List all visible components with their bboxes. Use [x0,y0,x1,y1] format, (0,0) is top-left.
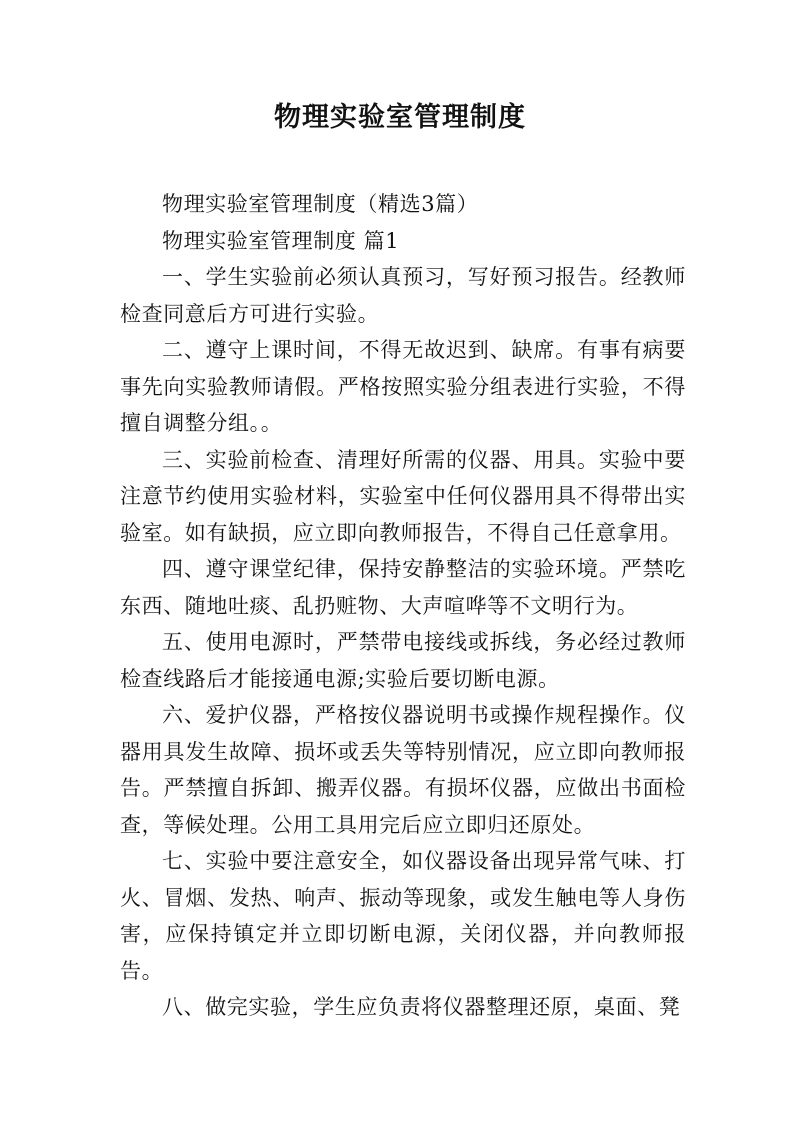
paragraph-rule-8: 八、做完实验，学生应负责将仪器整理还原，桌面、凳 [162,995,681,1019]
paragraph-rule-3: 三、实验前检查、清理好所需的仪器、用具。实验中要注意节约使用实验材料，实验室中任何仪器用具不得带出实验室。如有缺损，应立即向教师报告，不得自己任意拿用。 [120,447,686,545]
paragraph-rule-2: 二、遵守上课时间，不得无故迟到、缺席。有事有病要事先向实验教师请假。严格按照实验分组表进行实验，不得擅自调整分组。。 [120,338,686,435]
paragraph-section-heading: 物理实验室管理制度 篇1 [162,228,400,253]
paragraph-rule-4: 四、遵守课堂纪律，保持安静整洁的实验环境。严禁吃东西、随地吐痰、乱扔赃物、大声喧哗等不文明行为。 [120,557,686,618]
paragraph-rule-5: 五、使用电源时，严禁带电接线或拆线，务必经过教师检查线路后才能接通电源;实验后要切断电源。 [120,630,686,691]
document-title: 物理实验室管理制度 [274,102,526,133]
paragraph-rule-7: 七、实验中要注意安全，如仪器设备出现异常气味、打火、冒烟、发热、响声、振动等现象，或发生触电等人身伤害，应保持镇定并立即切断电源，关闭仪器，并向教师报告。 [120,849,686,983]
paragraph-rule-1: 一、学生实验前必须认真预习，写好预习报告。经教师检查同意后方可进行实验。 [120,265,686,326]
paragraph-subtitle: 物理实验室管理制度（精选3篇） [162,192,479,216]
paragraph-rule-6: 六、爱护仪器，严格按仪器说明书或操作规程操作。仪器用具发生故障、损坏或丢失等特别情况，应立即向教师报告。严禁擅自拆卸、搬弄仪器。有损坏仪器，应做出书面检查，等候处理。公用工具用完后应立即归还原处。 [120,703,686,837]
document-body [120,186,686,1026]
